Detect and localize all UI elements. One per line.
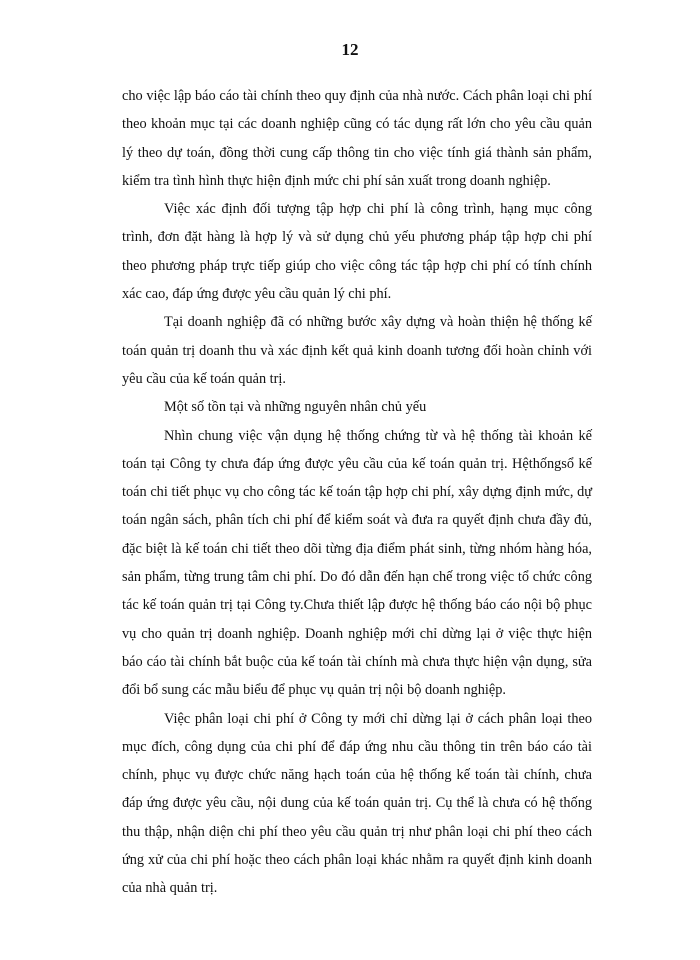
page-number: 12	[341, 40, 359, 59]
document-body	[122, 82, 592, 903]
section-heading-limitations: Một số tồn tại và những nguyên nhân chủ yếu	[164, 399, 427, 416]
paragraph-cost-object: Việc xác định đối tượng tập hợp chi phí là công trình, hạng mục công trình, đơn đặt hàng là hợp lý và sử dụng chủ yếu phương pháp tập hợp chi phí theo phương pháp trực tiếp giúp cho việc công tác tập hợp chi phí có tính chính xác cao, đáp ứng được yêu cầu quản lý chi phí.	[122, 201, 592, 303]
paragraph-cost-classification: Việc phân loại chi phí ở Công ty mới chỉ dừng lại ở cách phân loại theo mục đích, công dụng của chi phí để đáp ứng nhu cầu thông tin trên báo cáo tài chính, phục vụ được chức năng hạch toán của hệ thống kế toán tài chính, chưa đáp ứng được yêu cầu, nội dung của kế toán quản trị. Cụ thể là chưa có hệ thống thu thập, nhận diện chi phí theo yêu cầu quản trị như phân loại chi phí theo cách ứng xử của chi phí hoặc theo cách phân loại khác nhằm ra quyết định kinh doanh của nhà quản trị.	[122, 710, 592, 897]
paragraph-general-assessment: Nhìn chung việc vận dụng hệ thống chứng từ và hệ thống tài khoản kế toán tại Công ty chưa đáp ứng được yêu cầu của kế toán quản trị. Hệthốngsổ kế toán chi tiết phục vụ cho công tác kế toán tập hợp chi phí, xây dựng định mức, dự toán ngân sách, phân tích chi phí để kiểm soát và đưa ra quyết định chưa đầy đủ, đặc biệt là kế toán chi tiết theo dõi từng địa điểm phát sinh, từng nhóm hàng hóa, sản phẩm, từng trung tâm chi phí. Do đó dẫn đến hạn chế trong việc tổ chức công tác kế toán quản trị tại Công ty.Chưa thiết lập được hệ thống báo cáo nội bộ phục vụ cho quản trị doanh nghiệp. Doanh nghiệp mới chỉ dừng lại ở việc thực hiện báo cáo tài chính bắt buộc của kế toán tài chính mà chưa thực hiện vận dụng, sửa đổi bổ sung các mẫu biểu để phục vụ quản trị nội bộ doanh nghiệp.	[122, 427, 592, 699]
paragraph-management-accounting: Tại doanh nghiệp đã có những bước xây dựng và hoàn thiện hệ thống kế toán quản trị doanh thu và xác định kết quả kinh doanh tương đối hoàn chỉnh với yêu cầu của kế toán quản trị.	[122, 314, 592, 387]
paragraph-continuation: cho việc lập báo cáo tài chính theo quy định của nhà nước. Cách phân loại chi phí theo khoản mục tại các doanh nghiệp cũng có tác dụng rất lớn cho yêu cầu quản lý theo dự toán, đồng thời cung cấp thông tin cho việc tính giá thành sản phẩm, kiểm tra tình hình thực hiện định mức chi phí sản xuất trong doanh nghiệp.	[122, 88, 592, 189]
